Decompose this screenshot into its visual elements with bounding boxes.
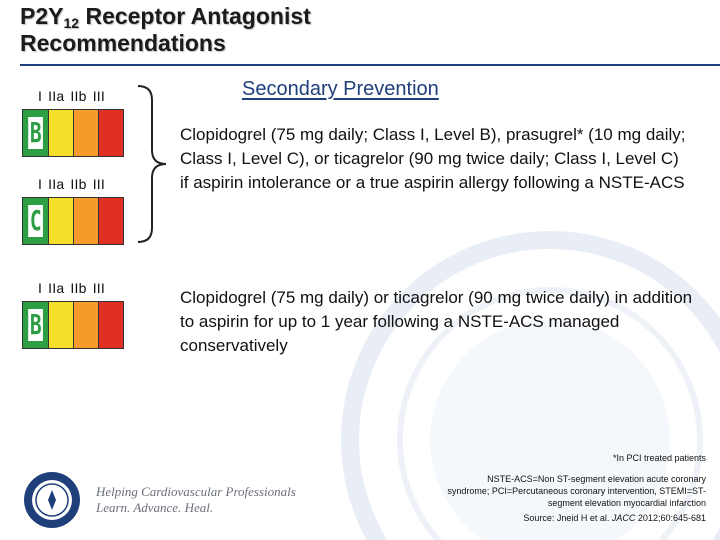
level-badge: B [29,308,42,341]
grouping-brace [134,84,170,244]
class-labels: I IIa IIb III [38,176,105,192]
class-iii-cell [99,198,124,244]
grade-block-1 [22,88,132,157]
class-i-cell [23,302,49,348]
class-iia-cell [49,110,74,156]
class-iib-cell [74,198,99,244]
class-grade-bar [22,197,124,245]
class-i-cell [23,110,49,156]
slide-title: $P2Y_{12}$ Receptor Antagonist Recommendations [20,3,311,56]
source-citation: Source: Jneid H et al. JACC 2012;60:645-681 [523,513,706,523]
class-iii-cell [99,110,124,156]
class-iib-cell [74,302,99,348]
section-heading: Secondary Prevention [242,78,439,100]
acc-logo-icon [22,470,82,530]
level-badge: B [29,116,42,149]
class-labels: I IIa IIb III [38,88,105,104]
level-badge: C [29,204,42,237]
class-iib-cell [74,110,99,156]
abbreviations-footnote: NSTE-ACS=Non ST-segment elevation acute coronary syndrome; PCI=Percutaneous coronary intervention, STEMI=ST-segment elevation myocardial infarction [447,474,706,508]
recommendation-1: Clopidogrel (75 mg daily; Class I, Level B), prasugrel* (10 mg daily; Class I, Level C), or ticagrelor (90 mg twice daily; Class I, Level C) if aspirin intolerance or a true aspirin allergy following a NSTE-ACS [180,125,686,192]
recommendation-2: Clopidogrel (75 mg daily) or ticagrelor (90 mg twice daily) in addition to aspirin for up to 1 year following a NSTE-ACS managed conservatively [180,288,693,355]
class-iia-cell [49,302,74,348]
class-labels: I IIa IIb III [38,280,105,296]
class-iia-cell [49,198,74,244]
title-divider [20,64,720,66]
title-subscript: 12 [63,15,80,31]
class-grade-bar [22,109,124,157]
class-iii-cell [99,302,124,348]
acc-tagline: Helping Cardiovascular Professionals Learn. Advance. Heal. [96,484,296,515]
grade-block-2 [22,176,132,245]
grade-block-3 [22,280,132,349]
class-i-cell [23,198,49,244]
class-grade-bar [22,301,124,349]
pci-footnote: *In PCI treated patients [612,453,706,463]
